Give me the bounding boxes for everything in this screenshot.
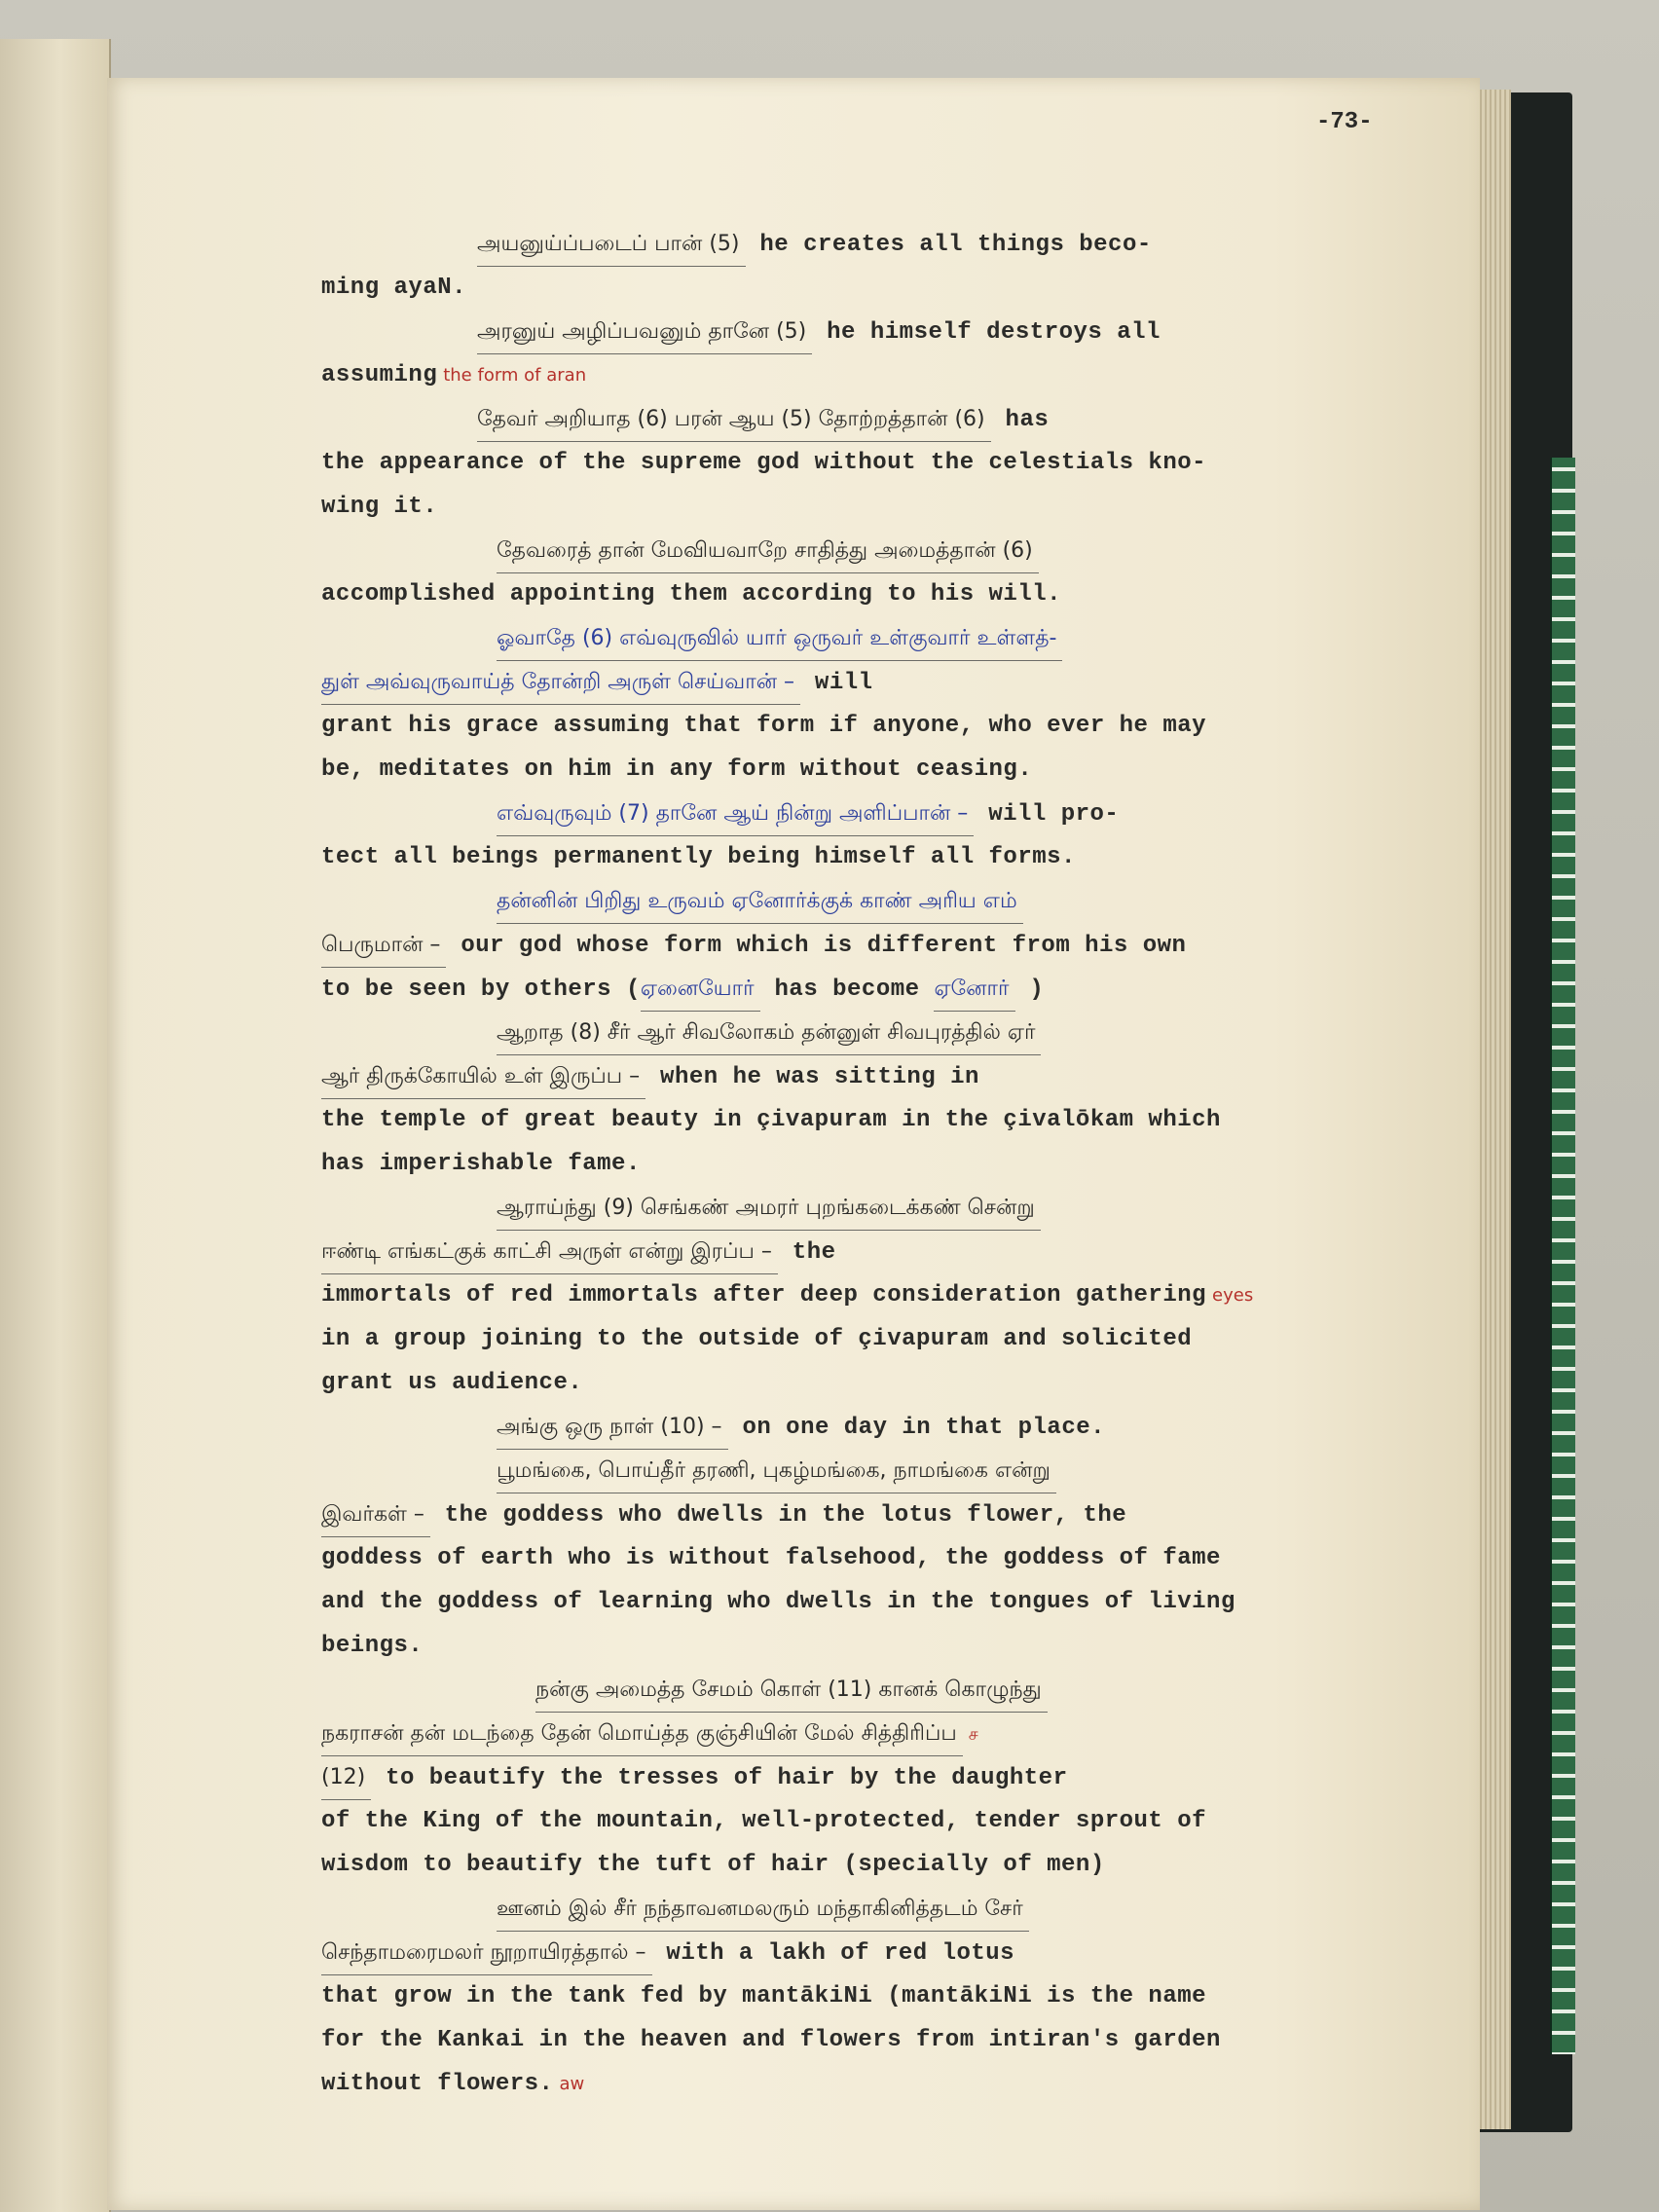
text-line <box>321 1317 1470 1361</box>
handwritten-tamil: எவ்வுருவும் (7) தானே ஆய் நின்று அளிப்பான் – <box>497 792 974 836</box>
typed-text: wisdom to beautify the tuft of hair (specially of men) <box>321 1852 1105 1878</box>
text-line <box>321 1624 1470 1668</box>
typed-text: the <box>777 1239 836 1266</box>
text-line <box>321 266 1470 310</box>
handwritten-note: the form of aran <box>443 365 587 386</box>
handwritten-tamil: ஆராய்ந்து (9) செங்கண் அமரர் புறங்கடைக்கண் சென்று <box>497 1186 1041 1231</box>
text-line <box>321 1230 1470 1273</box>
typed-text: immortals of red immortals after deep consideration gathering <box>321 1282 1207 1309</box>
text-line <box>321 1668 1470 1712</box>
text-line <box>321 1186 1470 1230</box>
handwritten-tamil: தேவரைத் தான் மேவியவாறே சாதித்து அமைத்தான் (6) <box>497 529 1039 573</box>
typed-text: the goddess who dwells in the lotus flower, the <box>429 1502 1127 1529</box>
handwritten-tamil: ஏனோர் <box>934 967 1014 1012</box>
typed-text: of the King of the mountain, well-protected, tender sprout of <box>321 1808 1207 1834</box>
text-line <box>321 704 1470 748</box>
typed-text: that grow in the tank fed by mantākiNi (mantākiNi is the name <box>321 1983 1207 2009</box>
typed-text: be, meditates on him in any form without ceasing. <box>321 756 1033 783</box>
text-line <box>321 1493 1470 1536</box>
handwritten-tamil: அயனுய்ப்படைப் பான் (5) <box>477 222 746 267</box>
text-line <box>321 1755 1470 1799</box>
handwritten-tamil: ஓவாதே (6) எவ்வுருவில் யார் ஒருவர் உள்குவார் உள்ளத்- <box>497 616 1062 661</box>
handwritten-tamil: நகராசன் தன் மடந்தை தேன் மொய்த்த குஞ்சியின் மேல் சித்திரிப்ப <box>321 1712 963 1756</box>
handwritten-tamil: ஊனம் இல் சீர் நந்தாவனமலரும் மந்தாகினித்தடம் சேர் <box>497 1887 1029 1932</box>
text-line <box>321 1536 1470 1580</box>
typed-text: with a lakh of red lotus <box>651 1940 1015 1967</box>
typed-text: wing it. <box>321 494 438 520</box>
handwritten-tamil: ஆறாத (8) சீர் ஆர் சிவலோகம் தன்னுள் சிவபுரத்தில் ஏர் <box>497 1011 1041 1055</box>
text-line <box>321 1449 1470 1493</box>
text-line <box>321 1931 1470 1974</box>
typed-text: our god whose form which is different from his own <box>446 933 1187 959</box>
text-line <box>321 1799 1470 1843</box>
handwritten-tamil: ஆர் திருக்கோயில் உள் இருப்ப – <box>321 1054 645 1099</box>
handwritten-note: ச <box>968 1724 978 1745</box>
typed-text: to beautify the tresses of hair by the daughter <box>371 1765 1068 1791</box>
handwritten-note: aw <box>559 2074 585 2094</box>
typed-text: has imperishable fame. <box>321 1151 641 1177</box>
handwritten-tamil: ஈண்டி எங்கட்குக் காட்சி அருள் என்று இரப்ப – <box>321 1230 778 1274</box>
text-line <box>321 2062 1470 2106</box>
binding-stripe <box>1550 458 1575 2054</box>
typed-text: and the goddess of learning who dwells in the tongues of living <box>321 1589 1235 1615</box>
handwritten-tamil: அங்கு ஒரு நாள் (10) – <box>497 1405 728 1450</box>
typed-text: grant his grace assuming that form if anyone, who ever he may <box>321 713 1207 739</box>
typed-text: goddess of earth who is without falsehood, the goddess of fame <box>321 1545 1221 1571</box>
typed-text: will <box>800 670 873 696</box>
typed-text: without flowers. <box>321 2071 554 2097</box>
page-number: -73- <box>1316 109 1373 135</box>
handwritten-tamil: தன்னின் பிறிது உருவம் ஏனோர்க்குக் காண் அரிய எம் <box>497 879 1023 924</box>
text-line <box>321 572 1470 616</box>
text-line <box>321 310 1470 353</box>
text-line <box>321 353 1470 397</box>
typed-text: tect all beings permanently being himself all forms. <box>321 844 1076 870</box>
text-line <box>321 1142 1470 1186</box>
typed-text: he creates all things beco- <box>745 232 1152 258</box>
typed-text: has become <box>759 977 935 1003</box>
typed-text: ming ayaN. <box>321 275 467 301</box>
text-line <box>321 660 1470 704</box>
text-line <box>321 835 1470 879</box>
typed-text: for the Kankai in the heaven and flowers from intiran's garden <box>321 2027 1221 2053</box>
typed-text: will pro- <box>974 801 1120 828</box>
typed-text: the appearance of the supreme god without the celestials kno- <box>321 450 1207 476</box>
text-line <box>321 1887 1470 1931</box>
text-line <box>321 923 1470 967</box>
text-line <box>321 397 1470 441</box>
handwritten-tamil: பெருமான் – <box>321 923 446 968</box>
text-line <box>321 1011 1470 1054</box>
typed-text: he himself destroys all <box>812 319 1161 346</box>
text-line <box>321 1712 1470 1755</box>
typed-text: has <box>990 407 1050 433</box>
text-line <box>321 1361 1470 1405</box>
text-line <box>321 441 1470 485</box>
typed-text: beings. <box>321 1633 424 1659</box>
text-line <box>321 616 1470 660</box>
text-line <box>321 1098 1470 1142</box>
typed-text: to be seen by others ( <box>321 977 641 1003</box>
typed-text: in a group joining to the outside of çivapuram and solicited <box>321 1326 1193 1352</box>
typed-text: ) <box>1014 977 1045 1003</box>
text-line <box>321 792 1470 835</box>
text-line <box>321 1974 1470 2018</box>
text-line <box>321 222 1470 266</box>
text-line <box>321 529 1470 572</box>
text-line <box>321 1843 1470 1887</box>
handwritten-note: eyes <box>1212 1285 1254 1306</box>
text-line <box>321 1273 1470 1317</box>
text-line <box>321 1405 1470 1449</box>
handwritten-tamil: துள் அவ்வுருவாய்த் தோன்றி அருள் செய்வான் – <box>321 660 800 705</box>
text-line <box>321 1580 1470 1624</box>
typed-text: when he was sitting in <box>645 1064 979 1090</box>
left-page-edge <box>0 39 111 2212</box>
handwritten-tamil: (12) <box>321 1755 371 1800</box>
handwritten-tamil: ஏனையோர் <box>641 967 760 1012</box>
typed-text: assuming <box>321 362 438 388</box>
typed-text: grant us audience. <box>321 1370 583 1396</box>
typed-text: on one day in that place. <box>727 1415 1106 1441</box>
text-line <box>321 748 1470 792</box>
body-text <box>321 222 1470 2106</box>
handwritten-tamil: செந்தாமரைமலர் நூறாயிரத்தால் – <box>321 1931 652 1975</box>
text-line <box>321 1054 1470 1098</box>
handwritten-tamil: பூமங்கை, பொய்தீர் தரணி, புகழ்மங்கை, நாமங்கை என்று <box>497 1449 1056 1493</box>
typed-text: the temple of great beauty in çivapuram in the çivalōkam which <box>321 1107 1221 1133</box>
text-line <box>321 485 1470 529</box>
text-line <box>321 967 1470 1011</box>
handwritten-tamil: அரனுய் அழிப்பவனும் தானே (5) <box>477 310 812 354</box>
handwritten-tamil: தேவர் அறியாத (6) பரன் ஆய (5) தோற்றத்தான் (6) <box>477 397 991 442</box>
handwritten-tamil: நன்கு அமைத்த சேமம் கொள் (11) கானக் கொழுந்து <box>535 1668 1048 1713</box>
handwritten-tamil: இவர்கள் – <box>321 1493 430 1537</box>
typed-text: accomplished appointing them according to his will. <box>321 581 1062 608</box>
text-line <box>321 2018 1470 2062</box>
text-line <box>321 879 1470 923</box>
